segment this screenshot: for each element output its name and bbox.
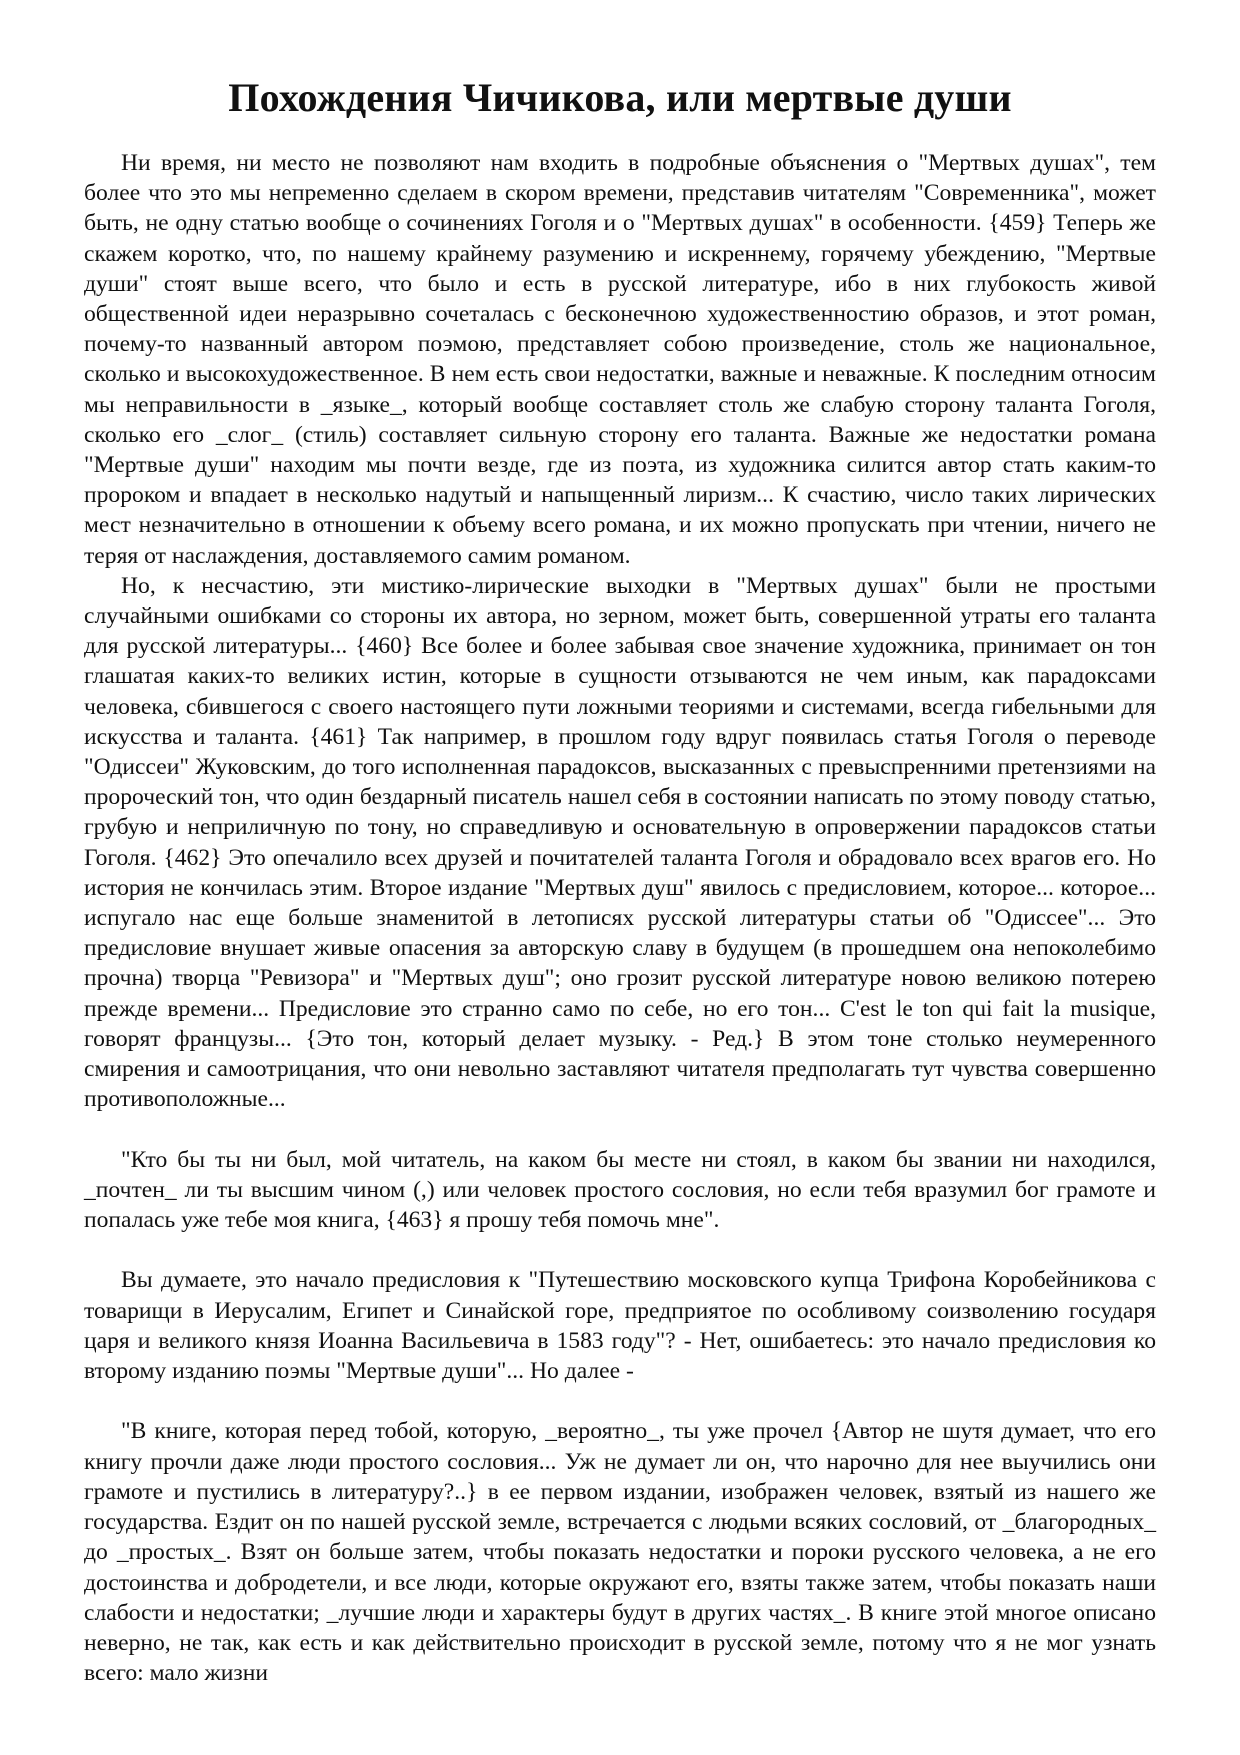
paragraph: Ни время, ни место не позволяют нам входить в подробные объяснения о "Мертвых душах", тем более что это мы непременно сделаем в скором времени, представив читателям "Современника", может быть, не одну статью вообще о сочинениях Гоголя и о "Мертвых душах" в особенности. {459} Теперь же скажем коротко, что, по нашему крайнему разумению и искреннему, горячему убеждению, "Мертвые души" стоят выше всего, что было и есть в русской литературе, ибо в них глубокость живой общественной идеи неразрывно сочеталась с бесконечною художественностию образов, и этот роман, почему-то названный автором поэмою, представляет собою произведение, столь же национальное, сколько и высокохудожественное. В нем есть свои недостатки, важные и неважные. К последним относим мы неправильности в _языке_, который вообще составляет столь же слабую сторону таланта Гоголя, сколько его _слог_ (стиль) составляет сильную сторону его таланта. Важные же недостатки романа "Мертвые души" находим мы почти везде, где из поэта, из художника силится автор стать каким-то пророком и впадает в несколько надутый и напыщенный лиризм... К счастию, число таких лирических мест незначительно в отношении к объему всего романа, и их можно пропускать при чтении, ничего не теряя от наслаждения, доставляемого самим романом.	[84, 150, 1156, 569]
paragraph: Вы думаете, это начало предисловия к "Путешествию московского купца Трифона Коробейникова с товарищи в Иерусалим, Египет и Синайской горе, предприятое по особливому соизволению государя царя и великого князя Иоанна Васильевича в 1583 году"? - Нет, ошибаетесь: это начало предисловия ко второму изданию поэмы "Мертвые души"... Но далее -	[84, 1267, 1156, 1385]
document-title: Похождения Чичикова, или мертвые души	[228, 75, 1012, 120]
quote-paragraph: "Кто бы ты ни был, мой читатель, на каком бы месте ни стоял, в каком бы звании ни находился, _почтен_ ли ты высшим чином (,) или человек простого сословия, но если тебя вразумил бог грамоте и попалась уже тебе моя книга, {463} я прошу тебя помочь мне".	[84, 1146, 1156, 1234]
paragraph: Но, к несчастию, эти мистико-лирические выходки в "Мертвых душах" были не простыми случайными ошибками со стороны их автора, но зерном, может быть, совершенной утраты его таланта для русской литературы... {460} Все более и более забывая свое значение художника, принимает он тон глашатая каких-то великих истин, которые в сущности отзываются не чем иным, как парадоксами человека, сбившегося с своего настоящего пути ложными теориями и системами, всегда гибельными для искусства и таланта. {461} Так например, в прошлом году вдруг появилась статья Гоголя о переводе "Одиссеи" Жуковским, до того исполненная парадоксов, высказанных с превыспренними претензиями на пророческий тон, что один бездарный писатель нашел себя в состоянии написать по этому поводу статью, грубую и неприличную по тону, но справедливую и основательную в опровержении парадоксов статьи Гоголя. {462} Это опечалило всех друзей и почитателей таланта Гоголя и обрадовало всех врагов его. Но история не кончилась этим. Второе издание "Мертвых душ" явилось с предисловием, которое... которое... испугало нас еще больше знаменитой в летописях русской литературы статьи об "Одиссее"... Это предисловие внушает живые опасения за авторскую славу в будущем (в прошедшем она непоколебимо прочна) творца "Ревизора" и "Мертвых душ"; оно грозит русской литературе новою великою потерею прежде времени... Предисловие это странно само по себе, но его тон... C'est le ton qui fait la musique, говорят французы... {Это тон, который делает музыку. - Ред.} В этом тоне столько неумеренного смирения и самоотрицания, что они невольно заставляют читателя предполагать тут чувства совершенно противоположные...	[84, 572, 1156, 1113]
quote-paragraph: "В книге, которая перед тобой, которую, _вероятно_, ты уже прочел {Автор не шутя думает, что его книгу прочли даже люди простого сословия... Уж не думает ли он, что нарочно для нее выучились они грамоте и пустились в литературу?..} в ее первом издании, изображен человек, взятый из нашего же государства. Ездит он по нашей русской земле, встречается с людьми всяких сословий, от _благородных_ до _простых_. Взят он больше затем, чтобы показать недостатки и пороки русского человека, а не его достоинства и добродетели, и все люди, которые окружают его, взяты также затем, чтобы показать наши слабости и недостатки; _лучшие люди и характеры будут в других частях_. В книге этой многое описано неверно, не так, как есть и как действительно происходит в русской земле, потому что я не мог узнать всего: мало жизни	[84, 1418, 1156, 1687]
